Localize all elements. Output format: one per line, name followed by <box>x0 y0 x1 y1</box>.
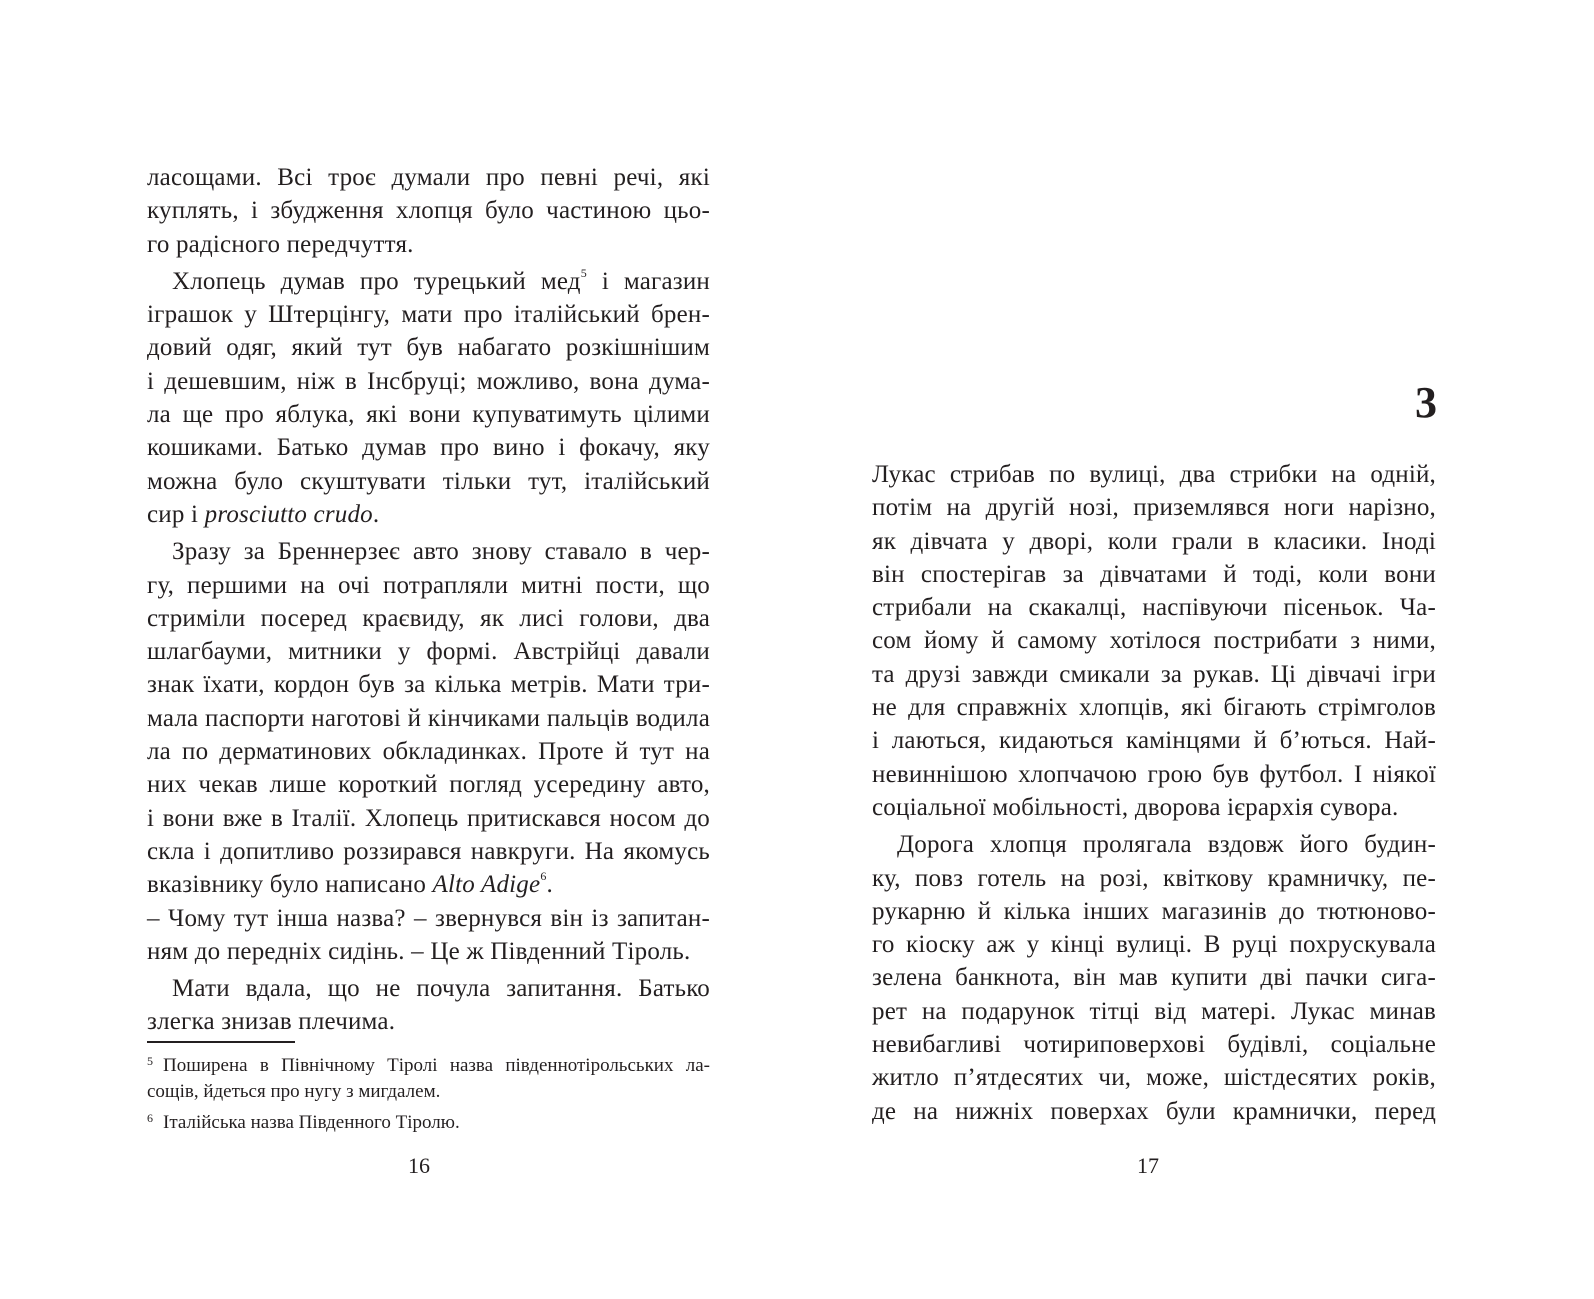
text-line: мала паспорти наготові й кінчиками пальців водила <box>147 704 710 732</box>
chapter-number: 3 <box>1415 378 1437 427</box>
footnotes <box>147 1048 710 1136</box>
text-line: не для справжніх хлопців, які бігають стрімголов <box>872 694 1436 722</box>
footnote-6: $^6$ Італійська назва Південного Тіролю. <box>147 1111 460 1133</box>
text-line: та друзі завжди смикали за рукав. Ці дівчачі ігри <box>872 660 1436 688</box>
italic-phrase: prosciutto crudo <box>204 500 373 528</box>
text-line: гу, першими на очі потрапляли митні пости, що <box>147 571 710 599</box>
italic-phrase: Alto Adige <box>432 871 541 899</box>
text-line: житло п’ятдесятих чи, може, шістдесятих років, <box>872 1064 1436 1092</box>
text-line: Лукас стрибав по вулиці, два стрибки на одній, <box>872 461 1436 488</box>
text-line: можна було скуштувати тільки тут, італійський <box>147 467 710 495</box>
text-line: іграшок у Штерцінгу, мати про італійський брен- <box>147 301 710 329</box>
text-line: Мати вдала, що не почула запитання. Батько <box>172 975 710 1003</box>
text-line: і дешевшим, ніж в Інсбруці; можливо, вона дума- <box>147 367 710 395</box>
text-line: го кіоску аж у кінці вулиці. В руці похрускувала <box>872 931 1436 959</box>
text-line: Зразу за Бреннерзеє авто знову ставало в чер- <box>172 538 710 566</box>
left-body-text <box>147 161 710 1039</box>
text-line: і лаються, кидаються камінцями й б’ються. Най- <box>872 727 1436 755</box>
text-line: де на нижніх поверхах були крамнички, перед <box>872 1097 1436 1125</box>
text-line: невибагливі чотириповерхові будівлі, соціальне <box>872 1031 1436 1059</box>
text-line: ням до передніх сидінь. – Це ж Південний Тіроль. <box>147 937 691 965</box>
text-line: рет на подарунок тітці від матері. Лукас минав <box>872 997 1436 1025</box>
right-page <box>797 0 1594 1299</box>
text-line: він спостерігав за дівчатами й тоді, коли вони <box>872 560 1436 588</box>
text-line: кошиками. Батько думав про вино і фокачу, яку <box>147 434 710 462</box>
text-line: них чекав лише короткий погляд усередину авто, <box>147 771 710 799</box>
text-line: рукарню й кілька інших магазинів до тютюново- <box>872 897 1436 925</box>
footnote-ref-6[interactable]: 6 <box>540 869 547 884</box>
right-body-text <box>872 458 1436 1128</box>
text-line: Дорога хлопця пролягала вздовж його будин- <box>897 831 1436 859</box>
text-line: стрибали на скакалці, наспівуючи пісеньок. Ча- <box>872 594 1436 622</box>
text-line: ласощами. Всі троє думали про певні речі, які <box>147 164 710 191</box>
text-line: го радісного передчуття. <box>147 230 414 258</box>
text-line: ла по дерматинових обкладинках. Проте й тут на <box>147 738 710 766</box>
text-line: як дівчата у дворі, коли грали в класики. Іноді <box>872 527 1436 555</box>
text-line: – Чому тут інша назва? – звернувся він із запитан- <box>147 904 710 932</box>
footnote-divider <box>147 1041 295 1043</box>
text-line: стриміли посеред краєвиду, як лисі голови, два <box>147 604 710 632</box>
footnote-ref-5[interactable]: 5 <box>580 265 587 280</box>
footnote-5: $^5$ Поширена в Північному Тіролі назва південнотірольських ла- <box>147 1054 710 1076</box>
text-line: потім на другій нозі, приземлявся ноги нарізно, <box>872 494 1436 522</box>
text-line: ку, повз готель на розі, квіткову крамничку, пе- <box>872 864 1436 892</box>
footnote-5-cont: сощів, йдеться про нугу з мигдалем. <box>147 1081 441 1102</box>
text-line: і вони вже в Італії. Хлопець притискався носом до <box>147 804 710 832</box>
text-line: ла ще про яблука, які вони купуватимуть цілими <box>147 401 710 429</box>
text-line: зелена банкнота, він мав купити дві пачки сига- <box>872 964 1436 992</box>
text-line: шлагбауми, митники у формі. Австрійці давали <box>147 638 710 666</box>
text-line: соціальної мобільності, дворова ієрархія сувора. <box>872 793 1399 821</box>
text-line: невиннішою хлопчачою грою був футбол. І ніякої <box>872 760 1436 788</box>
text-line: знак їхати, кордон був за кілька метрів. Мати три- <box>147 671 710 699</box>
text-line: довий одяг, який тут був набагато розкішнішим <box>147 334 710 362</box>
page-number: 16 <box>408 1153 430 1178</box>
text-line: сом йому й самому хотілося пострибати з ними, <box>872 627 1436 655</box>
text-line: злегка знизав плечима. <box>147 1008 396 1036</box>
text-line: скла і допитливо роззирався навкруги. На якомусь <box>147 837 710 865</box>
text-line: сир і prosciutto crudo. <box>147 500 380 528</box>
page-number: 17 <box>1137 1153 1159 1178</box>
text-line: куплять, і збудження хлопця було частиною цьо- <box>147 197 710 225</box>
text-line: Хлопець думав про турецький мед$^5$ і магазин <box>172 265 710 295</box>
text-line: вказівнику було написано Alto Adige$^6$. <box>147 869 553 899</box>
